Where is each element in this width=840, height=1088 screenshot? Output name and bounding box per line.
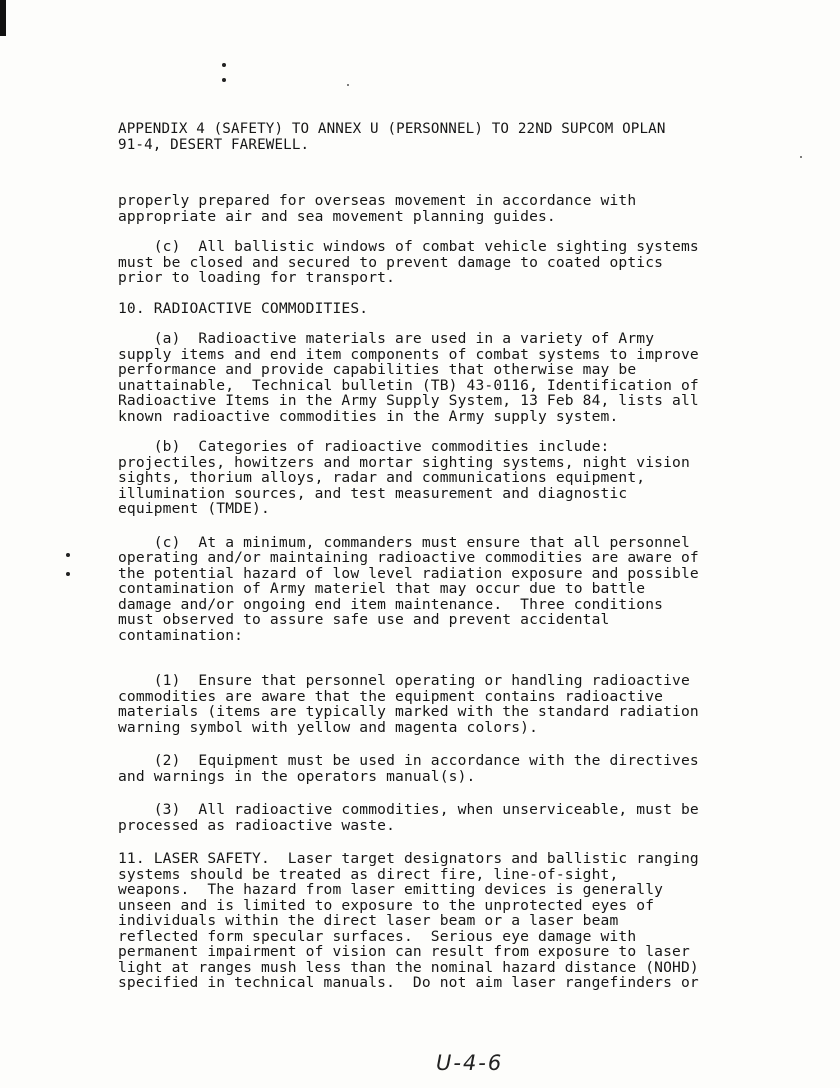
paragraph-10c2: (2) Equipment must be used in accordance with the directives and warnings in the operators manual(s). <box>118 752 699 785</box>
page-number: U-4-6 <box>436 1051 504 1075</box>
section-10-heading: 10. RADIOACTIVE COMMODITIES. <box>118 299 369 317</box>
paragraph-9c-ballistic-windows: (c) All ballistic windows of combat vehicle sighting systems must be closed and secured to prevent damage to coated optics prior to loading for transport. <box>118 238 699 286</box>
paragraph-10c3: (3) All radioactive commodities, when unserviceable, must be processed as radioactive waste. <box>118 801 699 834</box>
paragraph-continued: properly prepared for overseas movement in accordance with appropriate air and sea movement planning guides. <box>118 192 637 225</box>
paragraph-10c: (c) At a minimum, commanders must ensure that all personnel operating and/or maintaining radioactive commodities are aware of the potential hazard of low level radiation exposure and possible contamination of Army materiel that may occur due to battle damage and/or ongoing end item maintenance. Three conditions must observed to assure safe use and prevent accidental contamination: <box>118 533 699 644</box>
scan-speck <box>800 156 802 158</box>
paragraph-10c1: (1) Ensure that personnel operating or handling radioactive commodities are aware that the equipment contains radioactive materials (items are typically marked with the standard radiation warning symbol with yellow and magenta colors). <box>118 672 699 736</box>
document-page <box>118 122 798 991</box>
paragraph-10a: (a) Radioactive materials are used in a variety of Army supply items and end item components of combat systems to improve performance and provide capabilities that otherwise may be unattainable, Technical bulletin (TB) 43-0116, Identification of Radioactive Items in the Army Supply System, 13 Feb 84, lists all known radioactive commodities in the Army supply system. <box>118 330 699 425</box>
section-11-laser-safety: 11. LASER SAFETY. Laser target designators and ballistic ranging systems should be treated as direct fire, line-of-sight, weapons. The hazard from laser emitting devices is generally unseen and is limited to exposure to the unprotected eyes of individuals within the direct laser beam or a laser beam reflected form specular surfaces. Serious eye damage with permanent impairment of vision can result from exposure to laser light at ranges mush less than the nominal hazard distance (NOHD) specified in technical manuals. Do not aim laser rangefinders or <box>118 850 699 991</box>
document-header: APPENDIX 4 (SAFETY) TO ANNEX U (PERSONNEL) TO 22ND SUPCOM OPLAN <box>118 121 666 137</box>
scan-speck <box>222 78 226 82</box>
scan-speck <box>66 572 70 576</box>
paragraph-10b: (b) Categories of radioactive commodities include: projectiles, howitzers and mortar sighting systems, night vision sights, thorium alloys, radar and communications equipment, illumination sources, and test measurement and diagnostic equipment (TMDE). <box>118 438 690 517</box>
scan-speck <box>66 553 70 557</box>
document-header-line2: 91-4, DESERT FAREWELL. <box>118 136 310 153</box>
scan-edge-mark <box>0 0 6 36</box>
scan-speck <box>222 63 226 67</box>
scan-speck <box>347 84 349 86</box>
